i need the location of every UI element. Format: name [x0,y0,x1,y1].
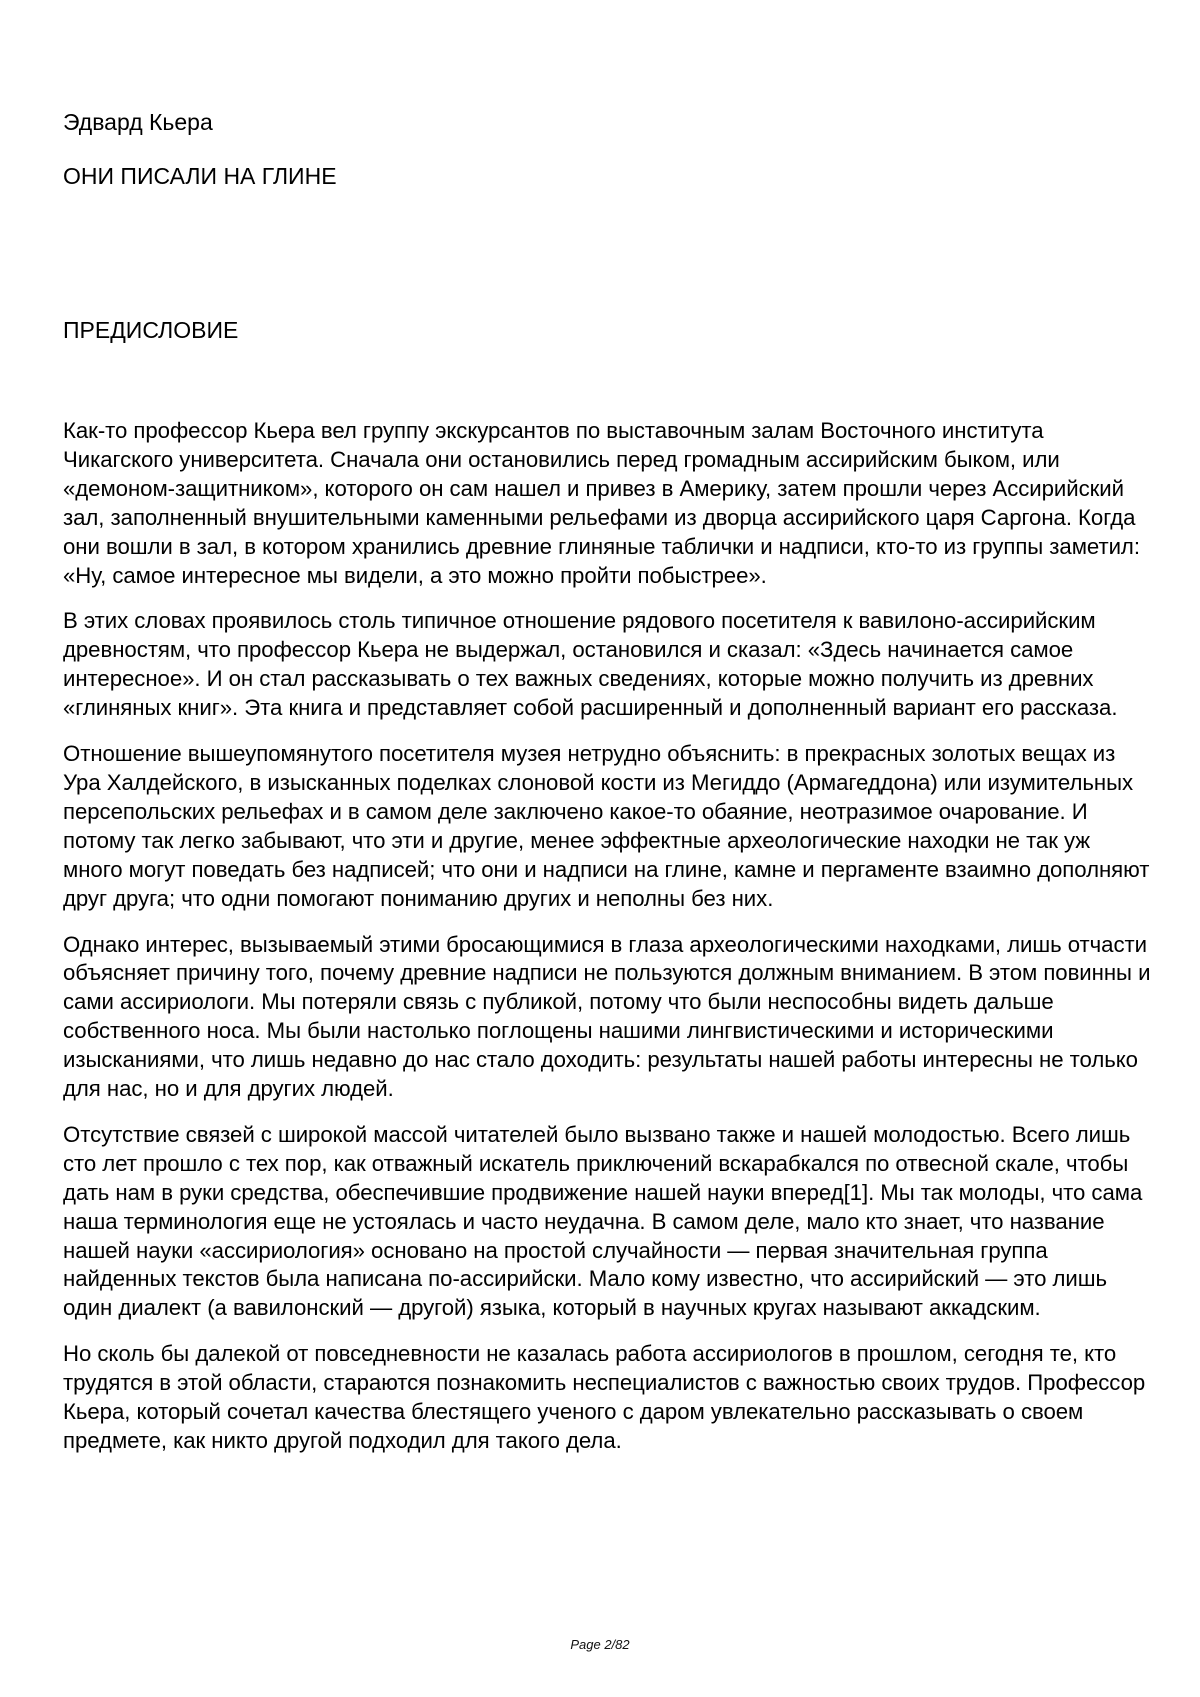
paragraph: Однако интерес, вызываемый этими бросающимися в глаза археологическими находками, лишь отчасти объясняет причину того, почему древние надписи не пользуются должным вниманием. В этом повинны и сами ассириологи. Мы потеряли связь с публикой, потому что были неспособны видеть дальше собственного носа. Мы были настолько поглощены нашими лингвистическими и историческими изысканиями, что лишь недавно до нас стало доходить: результаты нашей работы интересны не только для нас, но и для других людей. [63,931,1151,1102]
author-name: Эдвард Кьера [63,109,213,135]
paragraph: Отсутствие связей с широкой массой читателей было вызвано также и нашей молодостью. Всего лишь сто лет прошло с тех пор, как отважный искатель приключений вскарабкался по отвесной скале, чтобы дать нам в руки средства, обеспечившие продвижение нашей науки вперед[1]. Мы так молоды, что сама наша терминология еще не устоялась и часто неудачна. В самом деле, мало кто знает, что название нашей науки «ассириология» основано на простой случайности — первая значительная группа найденных текстов была написана по-ассирийски. Мало кому известно, что ассирийский — это лишь один диалект (а вавилонский — другой) языка, который в научных кругах называют аккадским. [63,1121,1143,1321]
paragraph: В этих словах проявилось столь типичное отношение рядового посетителя к вавилоно-ассирийским древностям, что профессор Кьера не выдержал, остановился и сказал: «Здесь начинается самое интересное». И он стал рассказывать о тех важных сведениях, которые можно получить из древних «глиняных книг». Эта книга и представляет собой расширенный и дополненный вариант его рассказа. [63,608,1118,721]
paragraph: Как-то профессор Кьера вел группу экскурсантов по выставочным залам Восточного института Чикагского университета. Сначала они остановились перед громадным ассирийским быком, или «демоном-защитником», которого он сам нашел и привез в Америку, затем прошли через Ассирийский зал, заполненный внушительными каменными рельефами из дворца ассирийского царя Саргона. Когда они вошли в зал, в котором хранились древние глиняные таблички и надписи, кто-то из группы заметил: «Ну, самое интересное мы видели, а это можно пройти побыстрее». [63,418,1140,588]
section-title: ПРЕДИСЛОВИЕ [63,317,239,343]
paragraph: Но сколь бы далекой от повседневности не казалась работа ассириологов в прошлом, сегодня те, кто трудятся в этой области, стараются познакомить неспециалистов с важностью своих трудов. Профессор Кьера, который сочетал качества блестящего ученого с даром увлекательно рассказывать о своем предмете, как никто другой подходил для такого дела. [63,1341,1146,1453]
body-text [63,417,1153,1473]
page-number: Page 2/82 [570,1637,630,1652]
book-title: ОНИ ПИСАЛИ НА ГЛИНЕ [63,163,337,189]
paragraph: Отношение вышеупомянутого посетителя музея нетрудно объяснить: в прекрасных золотых вещах из Ура Халдейского, в изысканных поделках слоновой кости из Мегиддо (Армагеддона) или изумительных персепольских рельефах и в самом деле заключено какое-то обаяние, неотразимое очарование. И потому так легко забывают, что эти и другие, менее эффектные археологические находки не так уж много могут поведать без надписей; что они и надписи на глине, камне и пергаменте взаимно дополняют друг друга; что одни помогают пониманию других и неполны без них. [63,741,1150,911]
